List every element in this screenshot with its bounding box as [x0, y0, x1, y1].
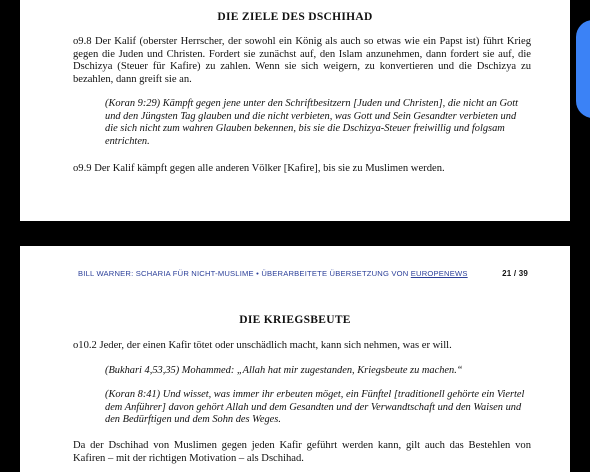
side-panel-tab[interactable] [576, 20, 590, 118]
header-translation-note: ÜBERARBEITETE ÜBERSETZUNG VON [261, 269, 411, 278]
section-heading-spoils: DIE KRIEGSBEUTE [239, 314, 351, 326]
quote-bukhari: (Bukhari 4,53,35) Mohammed: „Allah hat mir zugestanden, Kriegsbeute zu machen.“ [105, 365, 463, 376]
paragraph-o9-8: o9.8 Der Kalif (oberster Herrscher, der sowohl ein König als auch so etwas wie ein Papst ist) führt Krieg gegen die Juden und Christen. Fordert sie zunächst auf, den Islam anzunehmen, dann fordert sie auf, die Dschizya (Steuer für Kafire) zu zahlen. Wenn sie sich weigern, zu konvertieren und die Dschizya zu bezahlen, dann greift sie an. [73, 36, 531, 85]
header-separator: • [256, 269, 259, 278]
header-author: BILL WARNER [78, 269, 132, 278]
europenews-link[interactable]: EUROPENEWS [410, 269, 468, 278]
document-page-top [20, 0, 570, 221]
document-page-bottom [20, 246, 570, 472]
paragraph-o9-9: o9.9 Der Kalif kämpft gegen alle anderen Völker [Kafire], bis sie zu Muslimen werden. [73, 163, 445, 174]
paragraph-dschihad-theft: Da der Dschihad von Muslimen gegen jeden Kafir geführt werden kann, gilt auch das Bestehlen von Kafiren – mit der richtigen Motivation – als Dschihad. [73, 440, 531, 464]
running-header [78, 269, 528, 281]
quote-koran-9-29: (Koran 9:29) Kämpft gegen jene unter den Schriftbesitzern [Juden und Christen], die nicht an Gott und den Jüngsten Tag glauben und die nicht verbieten, was Gott und Sein Gesandter verbieten und die sich nicht zum wahren Glauben bekennen, bis sie die Dschizya-Steuer freiwillig und folgsam entrichten. [105, 98, 518, 147]
header-title: : SCHARIA FÜR NICHT-MUSLIME [131, 269, 254, 278]
quote-koran-8-41: (Koran 8:41) Und wisset, was immer ihr erbeuten möget, ein Fünftel [traditionell gehörte ein Viertel dem Anführer] davon gehört Allah und dem Gesandten und der Verwandtschaft und den Waisen und den Bedürftigen und dem Sohn des Weges. [105, 389, 525, 425]
page-number: 21 / 39 [502, 269, 528, 278]
paragraph-o10-2: o10.2 Jeder, der einen Kafir tötet oder unschädlich macht, kann sich nehmen, was er will. [73, 340, 452, 351]
section-heading-goals: DIE ZIELE DES DSCHIHAD [217, 11, 373, 23]
